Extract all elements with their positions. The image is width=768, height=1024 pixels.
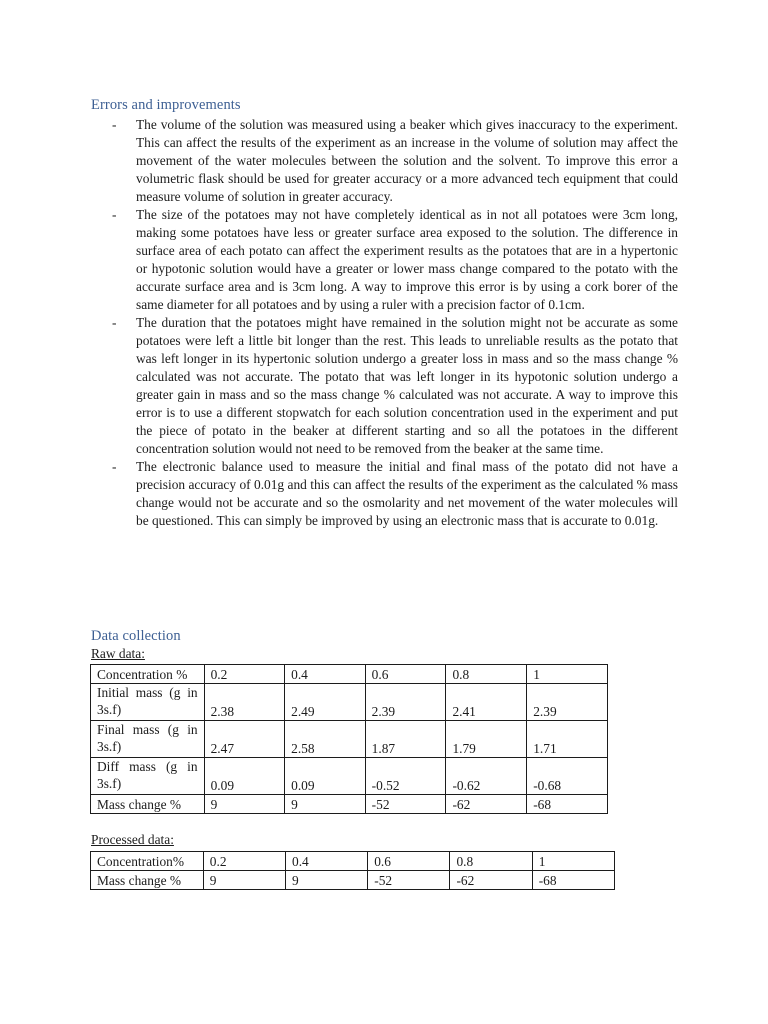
table-cell: 2.58 [285,721,366,758]
table-cell: 9 [286,871,368,890]
table-row [91,871,615,890]
table-cell: 2.39 [527,684,608,721]
error-item [112,206,678,314]
table-row [91,665,608,684]
table-row [91,852,615,871]
error-item [112,116,678,206]
table-cell: 0.2 [204,665,285,684]
error-item-text: The duration that the potatoes might have remained in the solution might not be accurate as some potatoes were left a little bit longer than the rest. This leads to unreliable results as the potato that was left longer in its hypertonic solution undergo a greater loss in mass and so the mass change % calculated was not accurate. The potato that was left longer in its hypotonic solution undergo a greater gain in mass and so the mass change % calculated was not accurate. A way to improve this error is to use a different stopwatch for each solution concentration used in the experiment and put the piece of potato in the beaker at different starting and so all the potatoes in the different concentration solution would not need to be removed from the beaker at the same time. [136,315,678,456]
table-cell: 1.71 [527,721,608,758]
dash-bullet: - [112,117,117,132]
row-header: Mass change % [91,871,204,890]
dash-bullet: - [112,207,117,222]
table-cell: -62 [450,871,532,890]
table-row [91,721,608,758]
processed-data-label: Processed data: [91,832,174,847]
dash-bullet: - [112,459,117,474]
table-cell: 0.8 [446,665,527,684]
error-item-text: The electronic balance used to measure the initial and final mass of the potato did not have a precision accuracy of 0.01g and this can affect the results of the experiment as the calculated % mass change would not be accurate and so the osmolarity and net movement of the water molecules will be questioned. This can simply be improved by using an electronic mass that is accurate to 0.01g. [136,459,678,528]
error-item-text: The volume of the solution was measured using a beaker which gives inaccuracy to the experiment. This can affect the results of the experiment as an increase in the volume of solution may affect the movement of the water molecules between the solution and the solvent. To improve this error a volumetric flask should be used for greater accuracy or a more advanced tech equipment that could measure volume of solution in greater accuracy. [136,117,678,204]
row-header: Diff mass (g in 3s.f) [91,758,205,795]
processed-data-table [90,851,615,890]
table-row [91,758,608,795]
table-cell: 0.8 [450,852,532,871]
errors-list [112,116,678,530]
table-cell: -0.52 [365,758,446,795]
table-cell: 2.47 [204,721,285,758]
table-cell: 0.4 [285,665,366,684]
dash-bullet: - [112,315,117,330]
table-cell: 2.49 [285,684,366,721]
row-header: Concentration% [91,852,204,871]
row-header: Concentration % [91,665,205,684]
table-cell: 0.6 [368,852,450,871]
table-cell: -0.62 [446,758,527,795]
table-cell: -52 [368,871,450,890]
table-cell: 0.4 [286,852,368,871]
table-cell: 9 [285,795,366,814]
table-row [91,795,608,814]
row-header: Final mass (g in 3s.f) [91,721,205,758]
table-cell: -62 [446,795,527,814]
table-cell: 9 [203,871,285,890]
table-cell: 1 [532,852,614,871]
error-item [112,314,678,458]
row-header: Initial mass (g in 3s.f) [91,684,205,721]
table-cell: 0.2 [203,852,285,871]
table-cell: 0.6 [365,665,446,684]
error-item-text: The size of the potatoes may not have completely identical as in not all potatoes were 3cm long, making some potatoes have less or greater surface area exposed to the solution. The difference in surface area of each potato can affect the experiment results as the potatoes that are in a hypertonic or hypotonic solution would have a greater or lower mass change compared to the potato with the accurate surface area and is 3cm long. A way to improve this error is by using a cork borer of the same diameter for all potatoes and by using a ruler with a precision factor of 0.1cm. [136,207,678,312]
data-collection-heading: Data collection [91,628,181,644]
error-item [112,458,678,530]
table-row [91,684,608,721]
table-cell: -0.68 [527,758,608,795]
table-cell: 9 [204,795,285,814]
table-cell: 0.09 [204,758,285,795]
table-cell: 1 [527,665,608,684]
errors-heading: Errors and improvements [91,97,241,113]
table-cell: 2.41 [446,684,527,721]
raw-data-table [90,664,608,814]
table-cell: -68 [527,795,608,814]
table-cell: 0.09 [285,758,366,795]
raw-data-label: Raw data: [91,646,145,661]
row-header: Mass change % [91,795,205,814]
table-cell: 2.38 [204,684,285,721]
table-cell: 1.87 [365,721,446,758]
table-cell: 2.39 [365,684,446,721]
table-cell: 1.79 [446,721,527,758]
table-cell: -52 [365,795,446,814]
table-cell: -68 [532,871,614,890]
